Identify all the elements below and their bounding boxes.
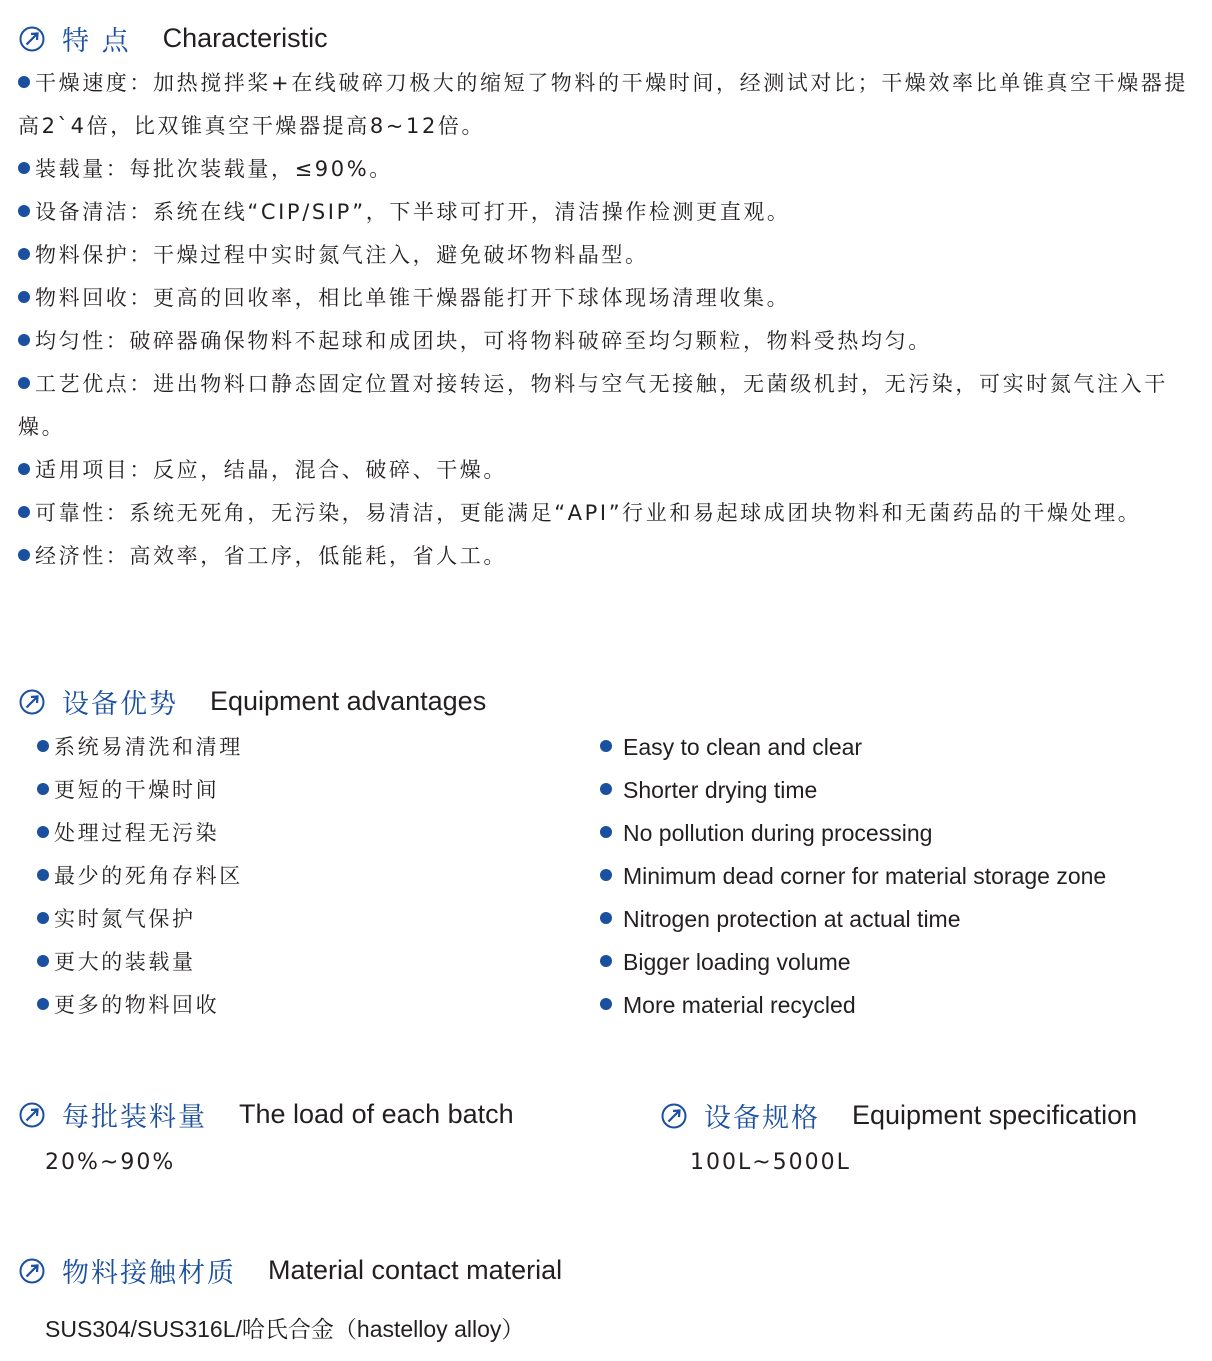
bullet-dot-icon xyxy=(18,205,30,217)
compass-arrow-icon xyxy=(18,25,46,53)
advantages-title-cn: 设备优势 xyxy=(62,689,178,720)
characteristic-item xyxy=(18,148,1198,191)
characteristic-item-text: 适用项目：反应，结晶，混合、破碎、干燥。 xyxy=(35,458,507,482)
bullet-dot-icon xyxy=(37,955,49,967)
advantage-item-cn-text: 处理过程无污染 xyxy=(54,821,220,845)
characteristic-item-text: 干燥速度：加热搅拌桨+在线破碎刀极大的缩短了物料的干燥时间，经测试对比；干燥效率比单锥真空干燥器提高2`4倍，比双锥真空干燥器提高8~12倍。 xyxy=(18,71,1188,138)
advantage-item-cn xyxy=(37,984,243,1027)
advantage-item-cn xyxy=(37,769,243,812)
advantage-item-en xyxy=(600,984,1106,1027)
bullet-dot-icon xyxy=(37,826,49,838)
batch-title-cn: 每批装料量 xyxy=(62,1102,207,1133)
batch-title-en: The load of each batch xyxy=(239,1099,514,1129)
characteristic-item xyxy=(18,234,1198,277)
advantages-list-cn xyxy=(37,726,243,1027)
material-heading xyxy=(18,1251,562,1290)
advantage-item-cn xyxy=(37,855,243,898)
advantage-item-en xyxy=(600,941,1106,984)
bullet-dot-icon xyxy=(18,162,30,174)
compass-arrow-icon xyxy=(18,688,46,716)
bullet-dot-icon xyxy=(600,826,612,838)
bullet-dot-icon xyxy=(18,549,30,561)
characteristic-item-text: 设备清洁：系统在线“CIP/SIP”，下半球可打开，清洁操作检测更直观。 xyxy=(35,200,791,224)
bullet-dot-icon xyxy=(18,248,30,260)
characteristic-item xyxy=(18,62,1198,148)
characteristic-list xyxy=(18,62,1198,578)
characteristic-item-text: 均匀性：破碎器确保物料不起球和成团块，可将物料破碎至均匀颗粒，物料受热均匀。 xyxy=(35,329,932,353)
batch-heading xyxy=(18,1095,514,1134)
characteristic-item xyxy=(18,277,1198,320)
advantage-item-en xyxy=(600,855,1106,898)
advantage-item-en xyxy=(600,726,1106,769)
advantage-item-cn-text: 更短的干燥时间 xyxy=(54,778,220,802)
advantage-item-en-text: Shorter drying time xyxy=(623,777,818,803)
spec-value: 100L~5000L xyxy=(690,1150,851,1175)
characteristic-item-text: 可靠性：系统无死角，无污染，易清洁，更能满足“API”行业和易起球成团块物料和无菌药品的干燥处理。 xyxy=(35,501,1142,525)
bullet-dot-icon xyxy=(37,912,49,924)
advantage-item-cn-text: 更多的物料回收 xyxy=(54,993,220,1017)
characteristic-item-text: 经济性：高效率，省工序，低能耗，省人工。 xyxy=(35,544,507,568)
spec-heading xyxy=(660,1096,1137,1135)
advantage-item-en-text: Bigger loading volume xyxy=(623,949,851,975)
advantage-item-cn xyxy=(37,941,243,984)
characteristic-item-text: 装载量：每批次装载量，≤90%。 xyxy=(35,157,393,181)
material-title-en: Material contact material xyxy=(268,1255,563,1285)
bullet-dot-icon xyxy=(600,912,612,924)
advantage-item-cn-text: 实时氮气保护 xyxy=(54,907,196,931)
characteristic-title-cn: 特 点 xyxy=(62,26,131,57)
bullet-dot-icon xyxy=(37,869,49,881)
advantage-item-en xyxy=(600,769,1106,812)
advantages-title-en: Equipment advantages xyxy=(210,686,487,716)
bullet-dot-icon xyxy=(37,998,49,1010)
characteristic-heading xyxy=(18,19,328,58)
advantage-item-en-text: Nitrogen protection at actual time xyxy=(623,906,961,932)
advantages-heading xyxy=(18,682,486,721)
material-value: SUS304/SUS316L/哈氏合金（hastelloy alloy） xyxy=(45,1316,525,1342)
bullet-dot-icon xyxy=(18,76,30,88)
bullet-dot-icon xyxy=(600,869,612,881)
advantage-item-en-text: Easy to clean and clear xyxy=(623,734,863,760)
characteristic-item xyxy=(18,320,1198,363)
bullet-dot-icon xyxy=(18,463,30,475)
advantage-item-cn xyxy=(37,812,243,855)
advantage-item-cn xyxy=(37,898,243,941)
characteristic-item xyxy=(18,363,1198,449)
spec-title-cn: 设备规格 xyxy=(704,1103,820,1134)
characteristic-item-text: 物料回收：更高的回收率，相比单锥干燥器能打开下球体现场清理收集。 xyxy=(35,286,791,310)
advantage-item-cn-text: 最少的死角存料区 xyxy=(54,864,243,888)
bullet-dot-icon xyxy=(37,783,49,795)
bullet-dot-icon xyxy=(18,506,30,518)
spec-title-en: Equipment specification xyxy=(852,1100,1138,1130)
material-title-cn: 物料接触材质 xyxy=(62,1258,236,1289)
advantage-item-cn xyxy=(37,726,243,769)
advantages-list-en xyxy=(600,726,1106,1027)
advantage-item-cn-text: 系统易清洗和清理 xyxy=(54,735,243,759)
compass-arrow-icon xyxy=(18,1257,46,1285)
bullet-dot-icon xyxy=(18,291,30,303)
bullet-dot-icon xyxy=(600,740,612,752)
bullet-dot-icon xyxy=(37,740,49,752)
characteristic-title-en: Characteristic xyxy=(162,23,328,53)
characteristic-item-text: 物料保护：干燥过程中实时氮气注入，避免破坏物料晶型。 xyxy=(35,243,649,267)
bullet-dot-icon xyxy=(18,334,30,346)
compass-arrow-icon xyxy=(18,1101,46,1129)
batch-value: 20%~90% xyxy=(45,1150,176,1175)
bullet-dot-icon xyxy=(600,998,612,1010)
characteristic-item xyxy=(18,449,1198,492)
advantage-item-en-text: No pollution during processing xyxy=(623,820,933,846)
bullet-dot-icon xyxy=(600,955,612,967)
bullet-dot-icon xyxy=(18,377,30,389)
characteristic-item xyxy=(18,535,1198,578)
characteristic-item-text: 工艺优点：进出物料口静态固定位置对接转运，物料与空气无接触，无菌级机封，无污染，可实时氮气注入干燥。 xyxy=(18,372,1168,439)
advantage-item-en-text: More material recycled xyxy=(623,992,856,1018)
advantage-item-cn-text: 更大的装载量 xyxy=(54,950,196,974)
advantage-item-en xyxy=(600,812,1106,855)
characteristic-item xyxy=(18,191,1198,234)
compass-arrow-icon xyxy=(660,1102,688,1130)
advantage-item-en xyxy=(600,898,1106,941)
advantage-item-en-text: Minimum dead corner for material storage zone xyxy=(623,863,1107,889)
characteristic-item xyxy=(18,492,1198,535)
bullet-dot-icon xyxy=(600,783,612,795)
